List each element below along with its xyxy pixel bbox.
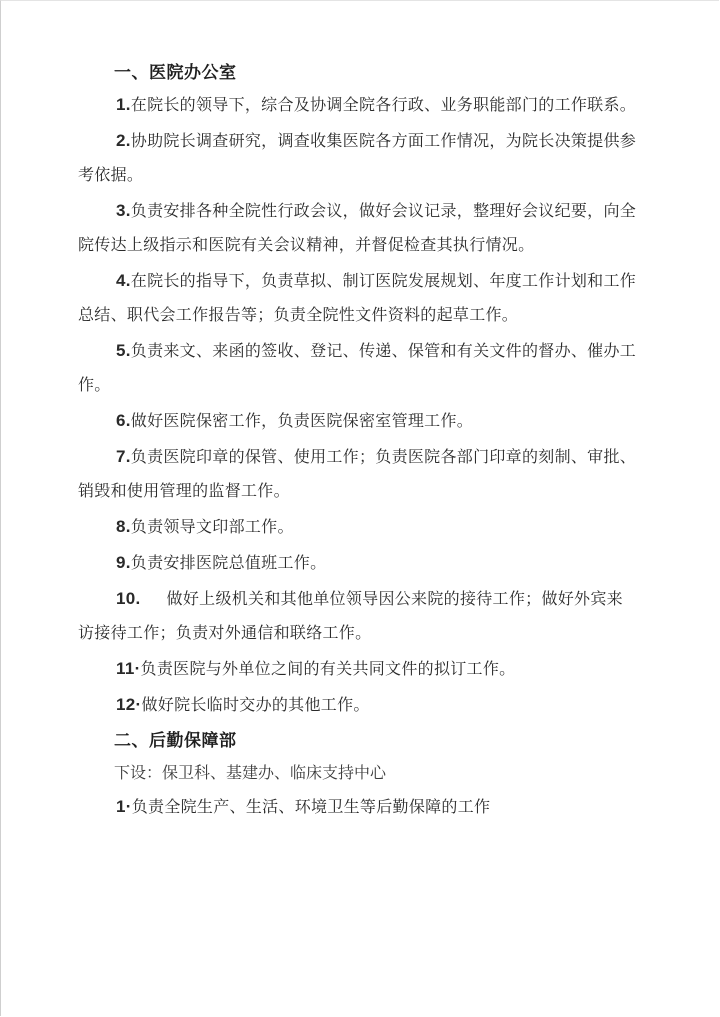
list-item bbox=[78, 790, 638, 824]
document-body bbox=[78, 58, 638, 824]
list-item bbox=[78, 546, 638, 580]
item-text: 负责来文、来函的签收、登记、传递、保管和有关文件的督办、催办工作。 bbox=[78, 341, 637, 394]
list-item bbox=[78, 440, 638, 508]
section-heading-office: 一、医院办公室 bbox=[114, 63, 237, 83]
item-text: 做好上级机关和其他单位领导因公来院的接待工作；做好外宾来访接待工作；负责对外通信和联络工作。 bbox=[78, 589, 623, 642]
item-text: 在院长的领导下，综合及协调全院各行政、业务职能部门的工作联系。 bbox=[130, 95, 637, 114]
item-text: 负责医院与外单位之间的有关共同文件的拟订工作。 bbox=[140, 659, 516, 678]
item-text: 协助院长调查研究，调查收集医院各方面工作情况，为院长决策提供参考依据。 bbox=[78, 131, 637, 184]
list-item bbox=[78, 334, 638, 402]
item-number: 10. bbox=[116, 589, 141, 608]
item-number: 5. bbox=[116, 341, 131, 360]
list-item bbox=[78, 124, 638, 192]
list-item bbox=[78, 582, 638, 650]
item-number: 6. bbox=[116, 411, 131, 430]
item-number: 8. bbox=[116, 517, 131, 536]
section-subtitle: 下设：保卫科、基建办、临床支持中心 bbox=[114, 763, 387, 782]
item-number: 12· bbox=[116, 695, 142, 714]
item-text: 负责领导文印部工作。 bbox=[130, 517, 294, 536]
item-number: 1· bbox=[116, 797, 132, 816]
item-text: 在院长的指导下，负责草拟、制订医院发展规划、年度工作计划和工作总结、职代会工作报告等；负责全院性文件资料的起草工作。 bbox=[78, 271, 637, 324]
item-text: 做好院长临时交办的其他工作。 bbox=[141, 695, 370, 714]
item-text: 做好医院保密工作，负责医院保密室管理工作。 bbox=[130, 411, 474, 430]
item-number: 7. bbox=[116, 447, 131, 466]
list-item bbox=[78, 688, 638, 722]
item-number: 1. bbox=[116, 95, 131, 114]
list-item bbox=[78, 510, 638, 544]
section-heading-logistics: 二、后勤保障部 bbox=[114, 731, 237, 751]
item-number: 4. bbox=[116, 271, 131, 290]
item-number: 3. bbox=[116, 201, 131, 220]
item-text: 负责安排医院总值班工作。 bbox=[130, 553, 327, 572]
item-text: 负责安排各种全院性行政会议，做好会议记录，整理好会议纪要，向全院传达上级指示和医院有关会议精神，并督促检查其执行情况。 bbox=[78, 201, 637, 254]
item-text: 负责全院生产、生活、环境卫生等后勤保障的工作 bbox=[131, 797, 491, 816]
item-text: 负责医院印章的保管、使用工作；负责医院各部门印章的刻制、审批、销毁和使用管理的监督工作。 bbox=[78, 447, 637, 500]
list-item bbox=[78, 88, 638, 122]
list-item bbox=[78, 194, 638, 262]
item-number: 2. bbox=[116, 131, 131, 150]
item-number: 9. bbox=[116, 553, 131, 572]
list-item bbox=[78, 404, 638, 438]
list-item bbox=[78, 652, 638, 686]
item-number: 11· bbox=[116, 659, 141, 678]
list-item bbox=[78, 264, 638, 332]
